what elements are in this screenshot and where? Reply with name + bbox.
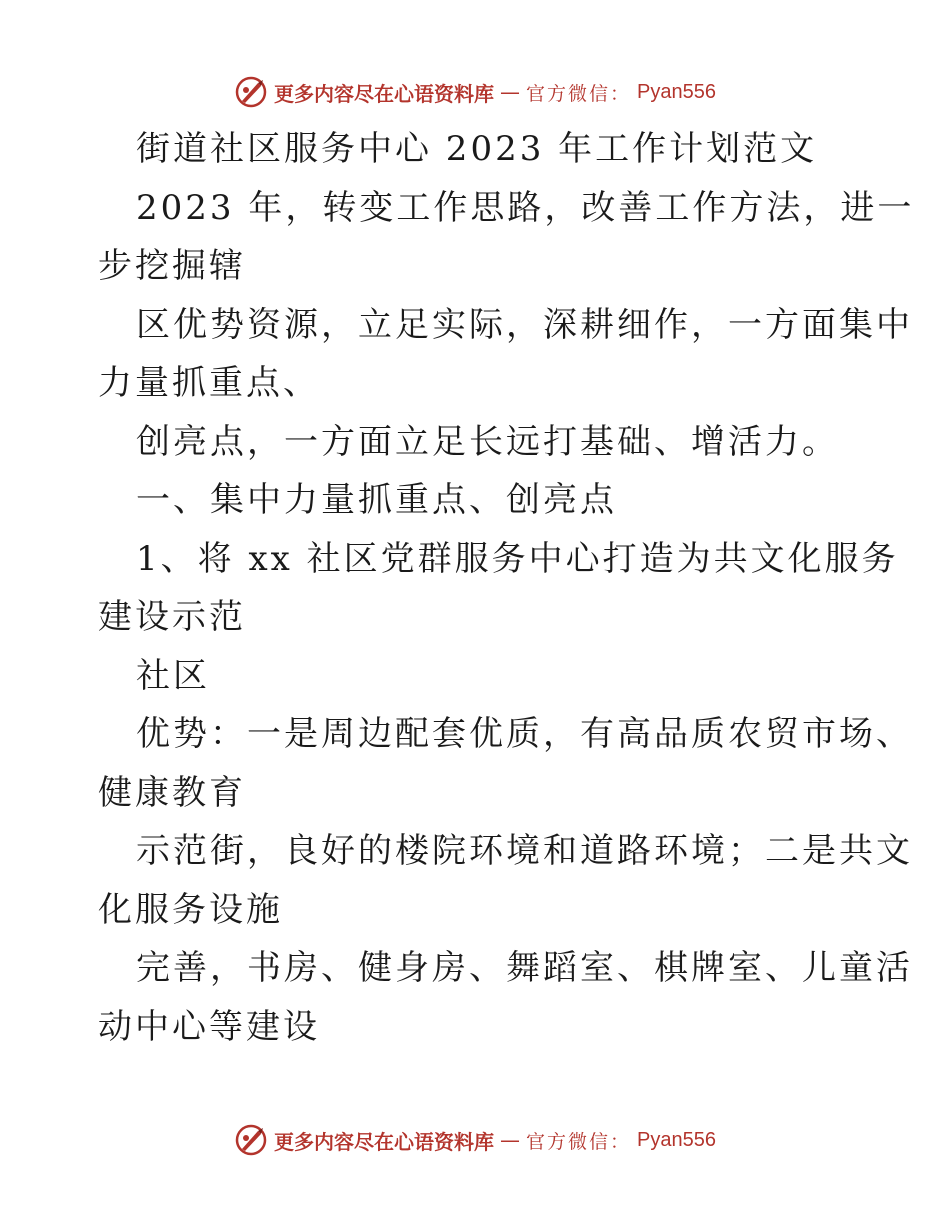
watermark-wechat-id: Pyan556 <box>637 1128 716 1151</box>
document-line: 示范街，良好的楼院环境和道路环境；二是共文 <box>136 831 913 871</box>
document-line: 社区 <box>136 655 210 696</box>
document-line: 优势：一是周边配套优质，有高品质农贸市场、 <box>136 714 913 754</box>
document-line: 完善，书房、健身房、舞蹈室、棋牌室、儿童活 <box>136 948 913 988</box>
watermark-main-text: 更多内容尽在心语资料库 <box>274 81 494 106</box>
document-line: 一、集中力量抓重点、创亮点 <box>136 480 617 520</box>
quill-pen-logo-icon <box>234 75 268 109</box>
document-line: 区优势资源，立足实际，深耕细作，一方面集中 <box>136 304 913 345</box>
watermark-dash: — <box>500 1128 520 1152</box>
document-line: 1、将 xx 社区党群服务中心打造为共文化服务 <box>136 538 899 579</box>
footer-watermark <box>0 1120 950 1160</box>
document-line: 街道社区服务中心 2023 年工作计划范文 <box>136 129 818 169</box>
watermark-dash: — <box>500 80 520 104</box>
header-watermark <box>0 72 950 112</box>
document-line: 健康教育 <box>98 772 246 813</box>
document-line: 建设示范 <box>98 597 246 637</box>
document-line: 力量抓重点、 <box>98 363 320 403</box>
document-line: 动中心等建设 <box>98 1006 320 1047</box>
document-line: 化服务设施 <box>98 889 283 930</box>
quill-pen-logo-icon <box>234 1123 268 1157</box>
document-line: 创亮点，一方面立足长远打基础、增活力。 <box>136 421 839 462</box>
watermark-label: 官方微信： <box>526 82 632 105</box>
document-line: 步挖掘辖 <box>98 246 246 286</box>
watermark-wechat-id: Pyan556 <box>637 80 716 103</box>
watermark-label: 官方微信： <box>526 1130 632 1153</box>
watermark-main-text: 更多内容尽在心语资料库 <box>274 1129 494 1154</box>
document-body <box>98 120 915 1056</box>
document-line: 2023 年，转变工作思路，改善工作方法，进一 <box>136 187 915 228</box>
